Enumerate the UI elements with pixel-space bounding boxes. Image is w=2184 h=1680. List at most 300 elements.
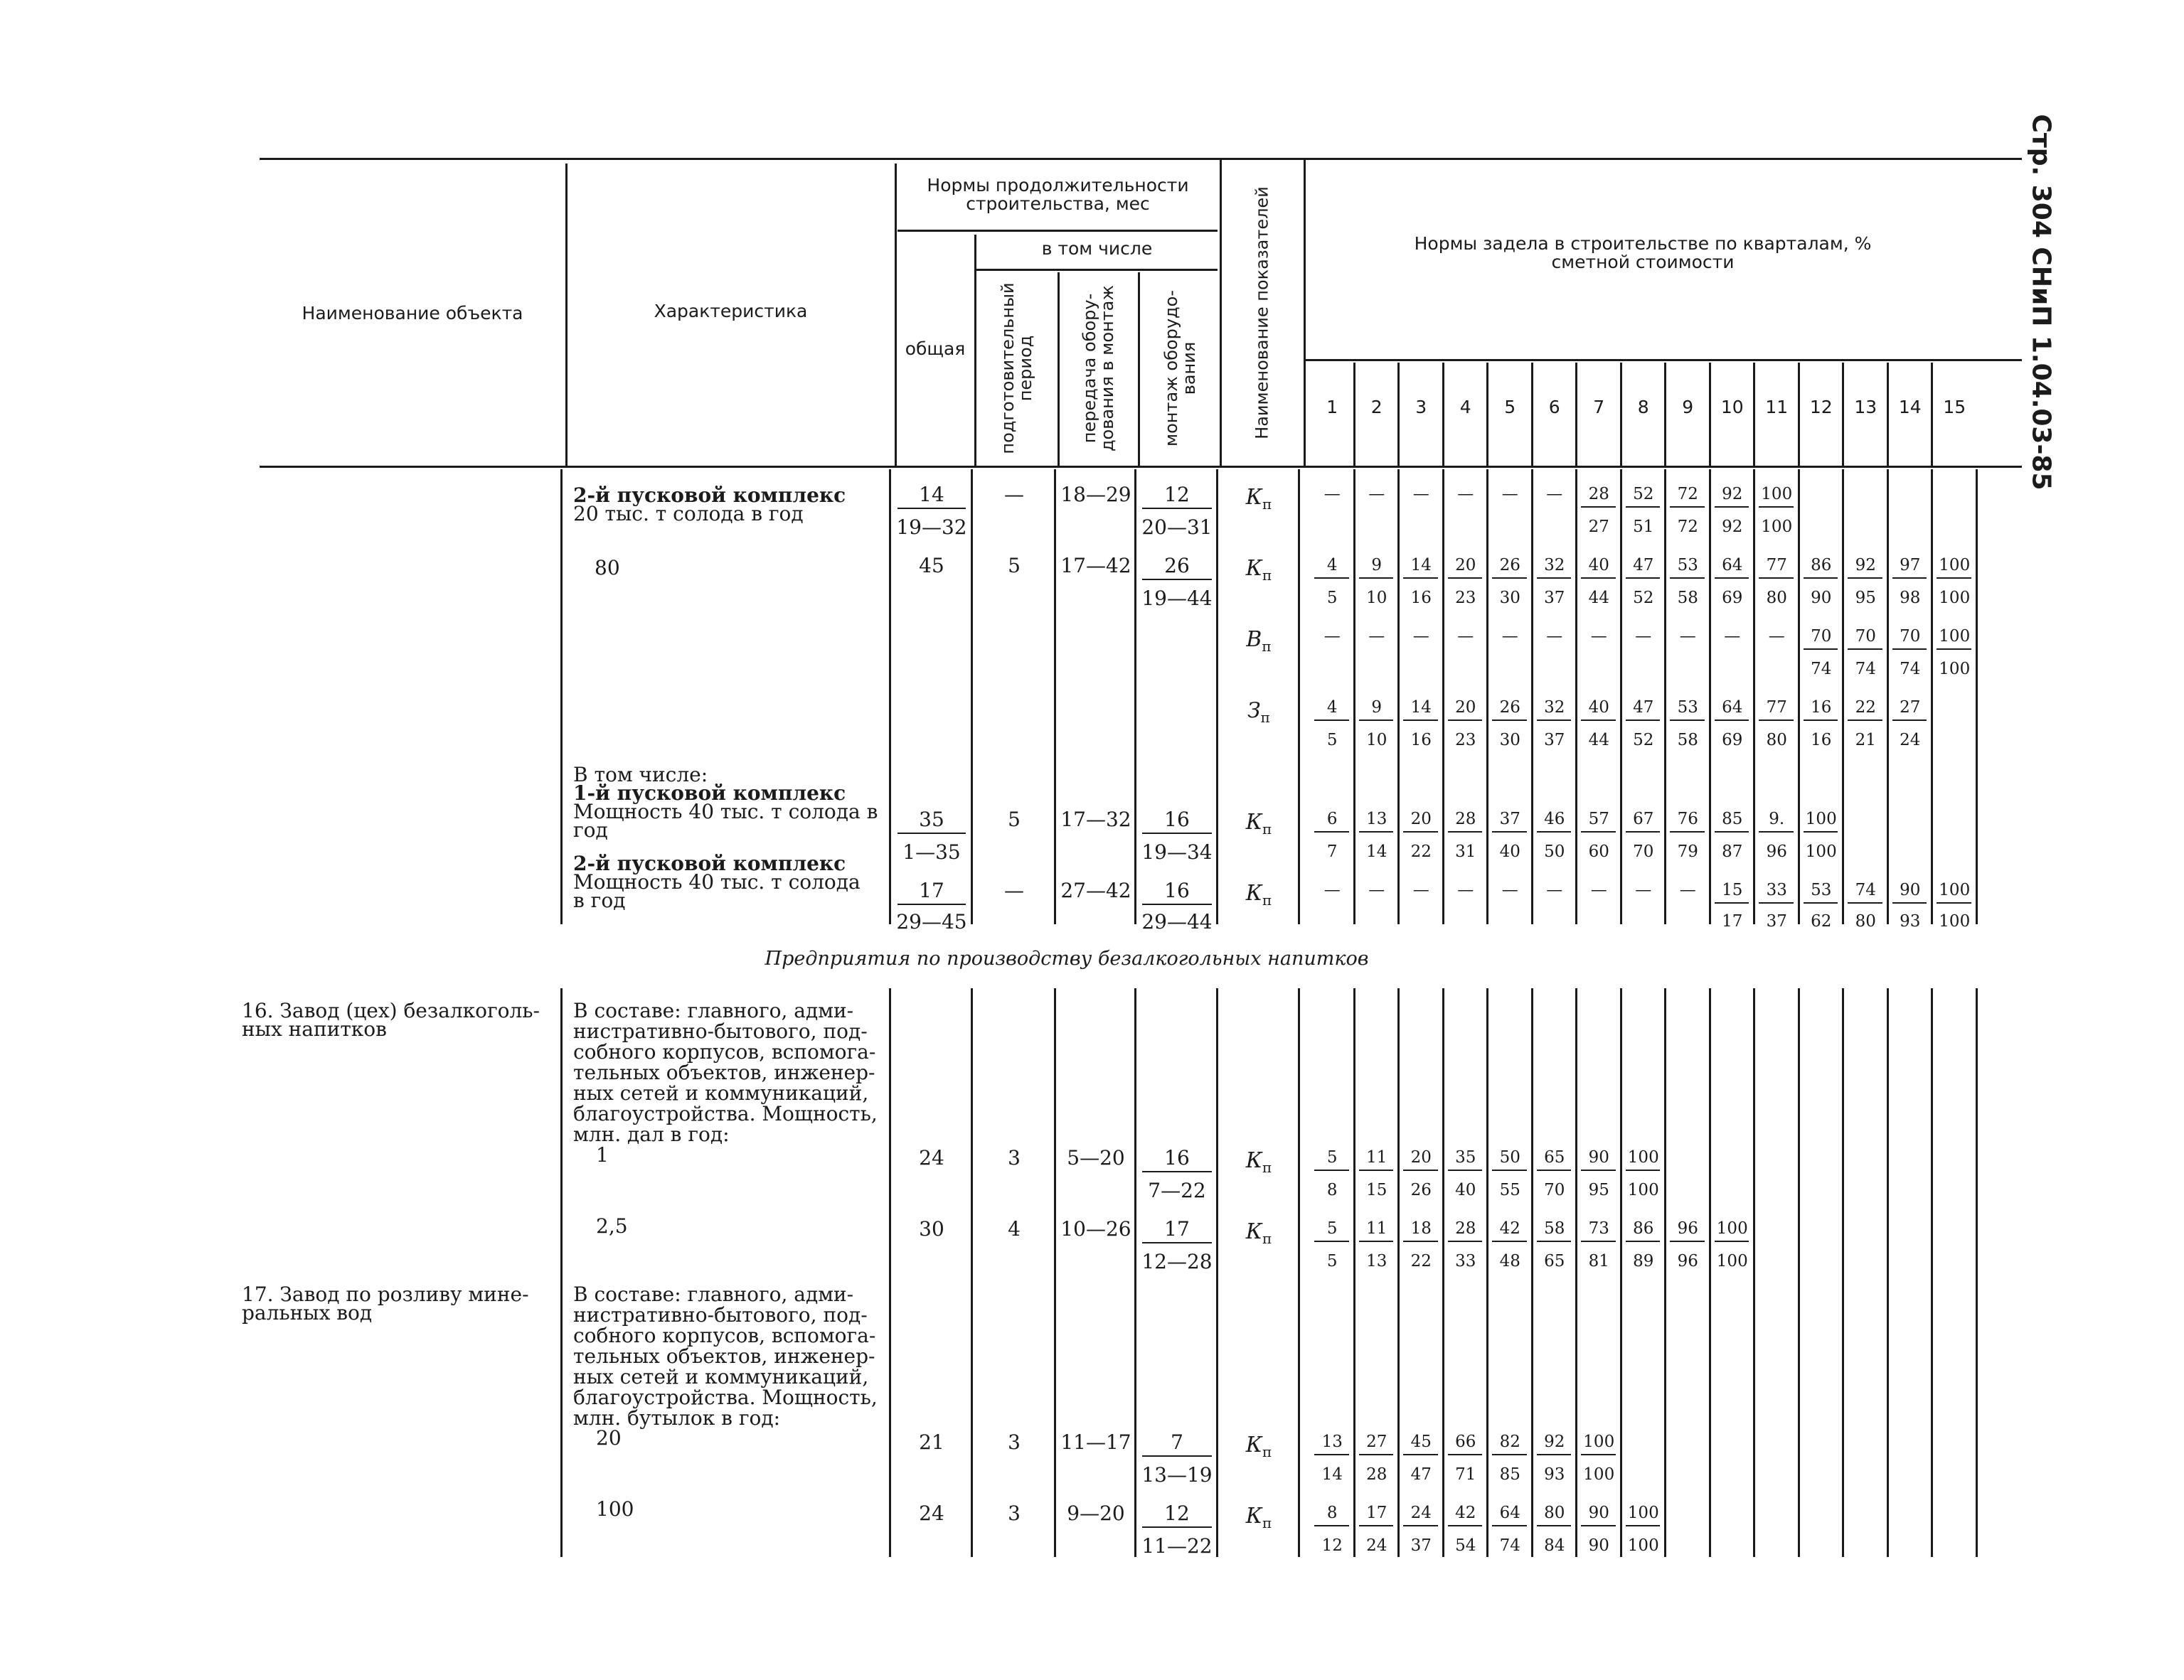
prep-period: 3 [1008,1430,1021,1454]
quarter-value: 23 [1455,731,1476,749]
quarter-vline [1887,363,1889,466]
total-duration: 24 [919,1502,944,1525]
hdr-vline [565,164,568,466]
prep-period: — [1004,879,1024,902]
quarter-value: — [1501,485,1518,503]
quarter-value: — [1635,627,1652,646]
quarter-fraction-rule [1314,1454,1349,1455]
quarter-value: 28 [1455,810,1476,828]
quarter-value: 100 [1716,1219,1748,1238]
body-vline-char [560,469,563,924]
quarter-value: 98 [1900,589,1921,607]
quarter-fraction-rule [1403,1525,1438,1526]
quarter-value: 53 [1677,698,1698,717]
total-duration: 30 [919,1217,944,1241]
quarter-fraction-rule [1403,1241,1438,1242]
quarter-value: 45 [1410,1433,1432,1451]
launch-complex-1: 1-й пусковой комплекс [573,781,846,805]
quarter-value: 100 [1627,1181,1659,1199]
page-header: Стр. 304 СНиП 1.04.03-85 [2026,114,2056,491]
quarter-value: — [1501,881,1518,899]
quarter-value: — [1323,881,1341,899]
quarter-header: 8 [1637,397,1649,417]
cell-fraction-rule [1142,833,1212,834]
capacity-40-b-year: в год [573,889,626,912]
total-duration: 35 [919,808,944,831]
launch-complex-2: 2-й пусковой комплекс [573,483,846,507]
quarter-value: 37 [1766,912,1787,931]
quarter-value: 5 [1326,731,1338,749]
quarter-value: 58 [1677,731,1698,749]
equipment-install: 12 [1164,483,1190,506]
quarter-value: — [1368,627,1385,646]
quarter-value: — [1590,627,1607,646]
quarter-value: 74 [1855,660,1876,678]
body-vline [971,988,973,1557]
quarter-value: — [1546,881,1563,899]
quarter-vline [1842,363,1844,466]
equipment-install: 29—44 [1141,910,1213,933]
indicator-symbol: $К_п$ [1245,1148,1272,1176]
body-vline [1134,469,1136,924]
quarter-value: 32 [1544,698,1565,717]
quarter-value: 14 [1366,842,1387,861]
quarter-fraction-rule [1537,1241,1572,1242]
quarter-fraction-rule [1626,1525,1661,1526]
quarter-value: 4 [1326,698,1338,717]
quarter-value: 81 [1588,1252,1609,1270]
quarter-fraction-rule [1937,648,1971,650]
header-including: в том числе [1041,238,1153,259]
quarter-value: 9 [1371,556,1383,574]
quarter-fraction-rule [1314,831,1349,833]
quarter-value: 74 [1855,881,1876,899]
quarter-value: 100 [1939,556,1971,574]
quarter-fraction-rule [1581,831,1616,833]
quarter-value: 92 [1544,1433,1565,1451]
header-duration-norms: Нормы продолжительности строительства, мес [927,175,1189,214]
body-quarter-vline [1709,988,1711,1557]
quarter-fraction-rule [1314,577,1349,579]
quarter-fraction-rule [1581,719,1616,721]
quarter-value: 11 [1366,1219,1387,1238]
capacity-40-b: Мощность 40 тыс. т солода [573,870,861,894]
hdr-vline [895,164,897,466]
quarter-fraction-rule [1892,648,1927,650]
quarter-fraction-rule [1937,577,1971,579]
quarter-header: 10 [1720,397,1744,417]
quarter-value: 13 [1366,810,1387,828]
quarter-value: 100 [1939,881,1971,899]
equipment-install: 13—19 [1141,1463,1213,1487]
quarter-value: 40 [1588,556,1609,574]
quarter-fraction-rule [1581,577,1616,579]
quarter-fraction-rule [1448,719,1483,721]
quarter-fraction-rule [1715,719,1749,721]
quarter-value: 48 [1499,1252,1520,1270]
body-vline [1134,988,1136,1557]
quarter-fraction-rule [1403,577,1438,579]
quarter-value: 9 [1371,698,1383,717]
cell-fraction-rule [1142,1171,1212,1172]
quarter-fraction-rule [1403,1454,1438,1455]
quarter-fraction-rule [1492,1170,1527,1171]
quarter-value: 22 [1855,698,1876,717]
quarter-value: 100 [1939,912,1971,931]
header-object-name: Наименование объекта [302,303,523,323]
quarter-value: 100 [1583,1433,1615,1451]
quarter-value: 37 [1544,589,1565,607]
indicator-symbol: $В_п$ [1246,627,1272,655]
quarter-value: 20 [1410,810,1432,828]
hdr-vline [1220,160,1222,466]
quarter-fraction-rule [1804,648,1838,650]
quarter-value: 100 [1805,810,1837,828]
quarter-value: 20 [1410,1148,1432,1167]
total-duration: 19—32 [896,515,967,539]
quarter-value: 90 [1811,589,1832,607]
object-16-name-cont: ных напитков [242,1017,387,1041]
quarter-value: — [1679,627,1696,646]
quarter-fraction-rule [1715,1241,1749,1242]
quarter-value: 17 [1366,1504,1387,1522]
body-vline-char [560,988,563,1557]
quarter-fraction-rule [1537,1525,1572,1526]
quarter-fraction-rule [1626,1241,1661,1242]
quarter-value: 80 [1766,731,1787,749]
quarter-value: 22 [1410,1252,1432,1270]
quarter-vline [1753,363,1755,466]
quarter-fraction-rule [1848,719,1882,721]
quarter-vline [1931,363,1933,466]
header-total: общая [905,338,966,359]
quarter-value: — [1457,627,1474,646]
quarter-value: 37 [1499,810,1520,828]
quarter-value: 72 [1677,518,1698,536]
quarter-value: 80 [1855,912,1876,931]
quarter-fraction-rule [1537,719,1572,721]
body-vline [1054,469,1056,924]
object-17-name: 17. Завод по розливу мине- [242,1283,529,1306]
capacity-20: 20 тыс. т солода в год [573,502,804,525]
quarter-value: 7 [1326,842,1338,861]
quarter-value: 32 [1544,556,1565,574]
quarter-value: 15 [1366,1181,1387,1199]
quarter-fraction-rule [1892,902,1927,904]
header-bottom-rule [260,466,2022,468]
quarter-value: 47 [1410,1465,1432,1484]
quarter-value: 14 [1410,556,1432,574]
quarter-value: 13 [1366,1252,1387,1270]
quarter-fraction-rule [1537,577,1572,579]
equipment-install: 16 [1164,879,1190,902]
quarter-value: 26 [1499,556,1520,574]
quarter-value: 100 [1583,1465,1615,1484]
quarter-fraction-rule [1403,1170,1438,1171]
equipment-install: 11—22 [1141,1534,1213,1558]
quarter-value: — [1679,881,1696,899]
equipment-transfer: 9—20 [1067,1502,1125,1525]
quarter-value: 5 [1326,1148,1338,1167]
quarter-value: 24 [1900,731,1921,749]
quarter-value: 47 [1633,698,1654,717]
quarter-value: 86 [1811,556,1832,574]
equipment-install: 7 [1171,1430,1183,1454]
quarter-fraction-rule [1448,577,1483,579]
quarter-value: 90 [1588,1536,1609,1555]
quarter-fraction-rule [1892,719,1927,721]
body-vline-total [889,469,891,924]
quarter-value: 57 [1588,810,1609,828]
duration-subrule [897,230,1218,232]
body-quarter-vline [1887,469,1889,924]
quarter-value: 69 [1722,589,1743,607]
quarter-fraction-rule [1759,719,1794,721]
quarter-value: 50 [1544,842,1565,861]
quarter-header: 11 [1765,397,1789,417]
equipment-transfer: 5—20 [1067,1146,1125,1170]
quarter-value: 95 [1855,589,1876,607]
quarter-fraction-rule [1537,831,1572,833]
quarter-value: 95 [1588,1181,1609,1199]
object-16-capacity-2: 2,5 [596,1214,628,1238]
quarter-value: 70 [1900,627,1921,646]
cell-fraction-rule [1142,1242,1212,1243]
quarter-fraction-rule [1670,719,1705,721]
quarter-value: 53 [1811,881,1832,899]
quarter-fraction-rule [1359,577,1394,579]
quarter-fraction-rule [1759,831,1794,833]
cell-fraction-rule [1142,904,1212,905]
quarter-fraction-rule [1359,831,1394,833]
quarter-value: 5 [1326,1252,1338,1270]
quarter-fraction-rule [1715,577,1749,579]
quarter-fraction-rule [1448,831,1483,833]
quarter-value: 100 [1939,589,1971,607]
quarter-value: 4 [1326,556,1338,574]
quarter-fraction-rule [1626,577,1661,579]
quarter-value: 100 [1627,1536,1659,1555]
quarter-fraction-rule [1670,577,1705,579]
quarter-fraction-rule [1670,1241,1705,1242]
quarter-value: 46 [1544,810,1565,828]
quarter-fraction-rule [1403,719,1438,721]
body-quarter-vline [1931,469,1933,924]
quarter-value: 86 [1633,1219,1654,1238]
equipment-install: 19—44 [1141,587,1213,610]
quarter-fraction-rule [1314,719,1349,721]
quarter-value: — [1323,627,1341,646]
hdr-vline [1138,272,1140,466]
quarter-fraction-rule [1715,506,1749,508]
quarter-value: 54 [1455,1536,1476,1555]
quarter-fraction-rule [1715,831,1749,833]
quarter-value: 74 [1811,660,1832,678]
quarter-fraction-rule [1359,1241,1394,1242]
quarter-value: — [1412,485,1429,503]
quarter-fraction-rule [1448,1525,1483,1526]
quarter-value: 87 [1722,842,1743,861]
hdr-vline [1058,272,1060,466]
quarter-fraction-rule [1581,1241,1616,1242]
quarter-value: 6 [1326,810,1338,828]
body-vline [971,469,973,924]
quarter-value: 74 [1499,1536,1520,1555]
quarter-header: 1 [1326,397,1338,417]
quarter-value: 52 [1633,589,1654,607]
reserve-subrule [1305,359,2022,361]
quarter-value: 92 [1722,518,1743,536]
quarter-value: — [1501,627,1518,646]
quarter-value: 67 [1633,810,1654,828]
prep-period: 3 [1008,1146,1021,1170]
quarter-value: 42 [1455,1504,1476,1522]
quarter-value: 23 [1455,589,1476,607]
object-17-name-cont: ральных вод [242,1301,373,1325]
body-quarter-vline [1931,988,1933,1557]
quarter-fraction-rule [1626,1170,1661,1171]
quarter-value: 16 [1410,589,1432,607]
quarter-value: 100 [1939,627,1971,646]
quarter-value: — [1768,627,1785,646]
quarter-header: 3 [1415,397,1427,417]
equipment-transfer: 11—17 [1060,1430,1131,1454]
quarter-value: 69 [1722,731,1743,749]
equipment-transfer: 18—29 [1060,483,1131,506]
quarter-fraction-rule [1581,1454,1616,1455]
quarter-fraction-rule [1314,1170,1349,1171]
equipment-transfer: 17—42 [1060,554,1131,577]
quarter-value: 30 [1499,589,1520,607]
indicator-symbol: $К_п$ [1245,1219,1272,1247]
quarter-value: 100 [1627,1504,1659,1522]
cell-fraction-rule [1142,1455,1212,1457]
quarter-value: 73 [1588,1219,1609,1238]
total-duration: 21 [919,1430,944,1454]
quarter-value: 100 [1627,1148,1659,1167]
quarter-vline [1798,363,1800,466]
equipment-install: 12 [1164,1502,1190,1525]
quarter-header: 13 [1854,397,1877,417]
quarter-value: 85 [1499,1465,1520,1484]
quarter-value: — [1546,485,1563,503]
quarter-header: 6 [1548,397,1560,417]
total-duration: 1—35 [902,840,961,864]
quarter-fraction-rule [1848,648,1882,650]
hdr-vline [1304,160,1306,466]
quarter-value: 35 [1455,1148,1476,1167]
quarter-vline [1664,363,1666,466]
quarter-fraction-rule [1670,831,1705,833]
equipment-install: 12—28 [1141,1250,1213,1273]
quarter-value: 44 [1588,589,1609,607]
quarter-value: 58 [1544,1219,1565,1238]
equipment-transfer: 17—32 [1060,808,1131,831]
prep-period: 3 [1008,1502,1021,1525]
object-17-char: В составе: главного, адми- нистративно-бытового, под- собного корпусов, вспомога- тельных объектов, инженер- ных сетей и коммуникаций, благоустройства. Мощность, млн. бутылок в год: [573,1283,878,1430]
quarter-value: 65 [1544,1252,1565,1270]
header-prep-period: подготовительный период [998,282,1035,454]
quarter-value: 64 [1499,1504,1520,1522]
quarter-value: 16 [1811,698,1832,717]
equipment-install: 16 [1164,808,1190,831]
header-indicator-name: Наименование показателей [1252,186,1272,439]
hdr-vline [974,235,976,466]
quarter-fraction-rule [1492,1241,1527,1242]
quarter-fraction-rule [1715,902,1749,904]
quarter-fraction-rule [1626,506,1661,508]
quarter-vline [1442,363,1444,466]
capacity-40-a-year: год [573,818,608,842]
indicator-symbol: $К_п$ [1245,485,1272,513]
quarter-value: 28 [1455,1219,1476,1238]
quarter-value: 16 [1410,731,1432,749]
quarter-value: 100 [1761,518,1793,536]
cell-fraction-rule [897,904,966,905]
quarter-value: 51 [1633,518,1654,536]
quarter-header: 12 [1809,397,1833,417]
prep-period: 5 [1008,554,1021,577]
quarter-value: 10 [1366,589,1387,607]
quarter-vline [1353,363,1355,466]
quarter-fraction-rule [1537,1170,1572,1171]
quarter-fraction-rule [1759,577,1794,579]
quarter-value: 64 [1722,556,1743,574]
quarter-value: 33 [1455,1252,1476,1270]
object-17-capacity-1: 20 [596,1426,622,1450]
quarter-header: 14 [1898,397,1922,417]
total-duration: 24 [919,1146,944,1170]
total-duration: 45 [919,554,944,577]
quarter-fraction-rule [1448,1241,1483,1242]
quarter-value: 96 [1677,1252,1698,1270]
quarter-value: 93 [1900,912,1921,931]
quarter-value: — [1590,881,1607,899]
quarter-fraction-rule [1581,1170,1616,1171]
quarter-value: — [1368,881,1385,899]
quarter-value: 52 [1633,731,1654,749]
equipment-install: 20—31 [1141,515,1213,539]
section-title: Предприятия по производству безалкогольных напитков [765,948,1369,970]
body-vline [1298,469,1300,924]
quarter-fraction-rule [1492,1525,1527,1526]
quarter-value: 74 [1900,660,1921,678]
cell-fraction-rule [1142,579,1212,580]
body-quarter-vline [1976,988,1978,1557]
prep-period: 4 [1008,1217,1021,1241]
quarter-value: 72 [1677,485,1698,503]
prep-period: — [1004,483,1024,506]
body-quarter-vline [1842,988,1844,1557]
quarter-value: 100 [1805,842,1837,861]
quarter-fraction-rule [1314,1525,1349,1526]
quarter-value: — [1635,881,1652,899]
quarter-value: 44 [1588,731,1609,749]
equipment-install: 7—22 [1148,1179,1206,1202]
quarter-value: 17 [1722,912,1743,931]
quarter-value: 5 [1326,589,1338,607]
quarter-fraction-rule [1359,1525,1394,1526]
quarter-value: 40 [1588,698,1609,717]
quarter-fraction-rule [1626,719,1661,721]
table-top-rule [260,158,2022,160]
quarter-fraction-rule [1537,1454,1572,1455]
quarter-value: 96 [1677,1219,1698,1238]
quarter-value: 40 [1499,842,1520,861]
equipment-install: 26 [1164,554,1190,577]
quarter-value: 65 [1544,1148,1565,1167]
quarter-value: — [1457,485,1474,503]
